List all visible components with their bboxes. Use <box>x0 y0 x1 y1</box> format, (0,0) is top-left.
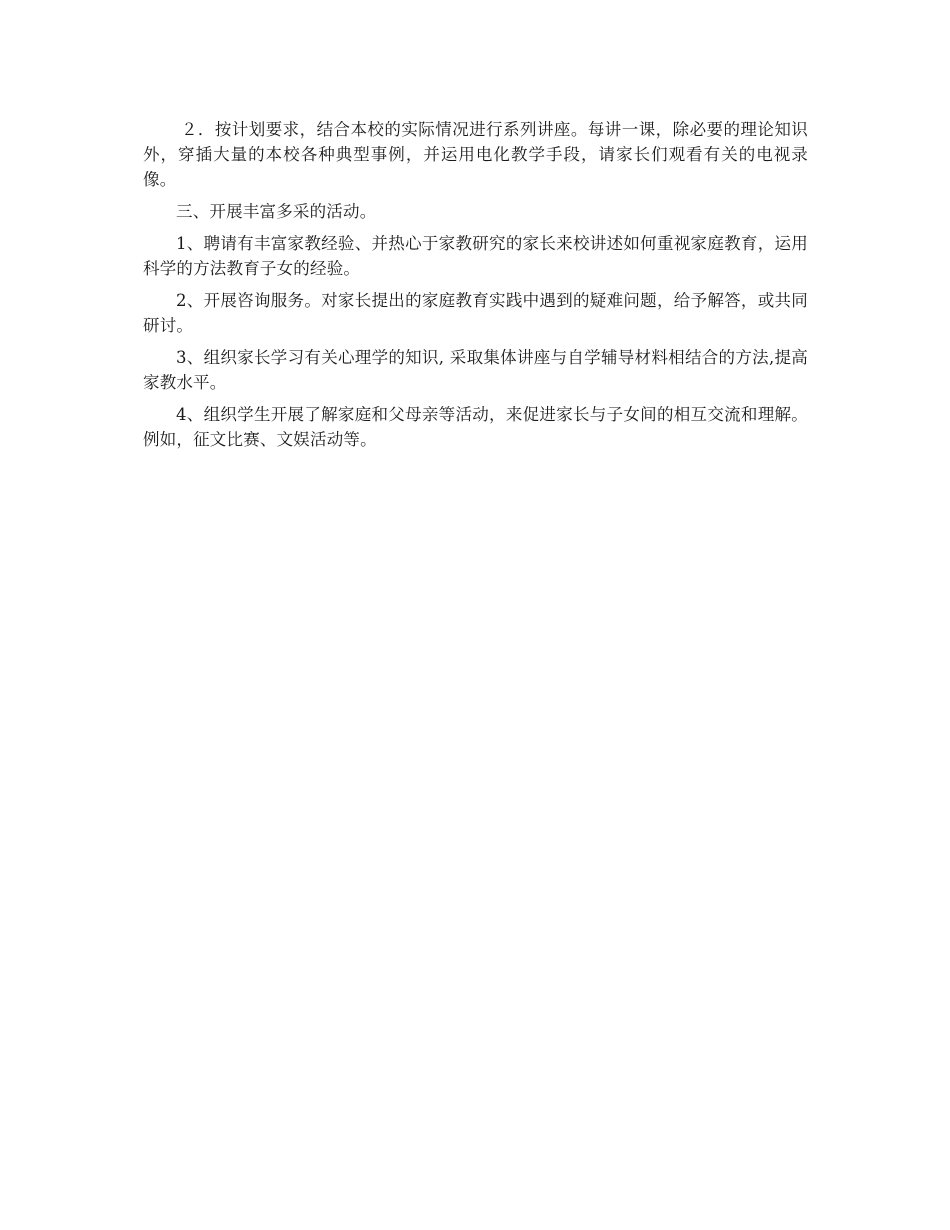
document-body <box>143 117 808 452</box>
paragraph-consulting-service: 2、开展咨询服务。对家长提出的家庭教育实践中遇到的疑难问题，给予解答，或共同研讨。 <box>143 291 808 335</box>
paragraph-invite-parents: 1、聘请有丰富家教经验、并热心于家教研究的家长来校讲述如何重视家庭教育，运用科学的方法教育子女的经验。 <box>143 234 808 278</box>
paragraph-student-activities: 4、组织学生开展了解家庭和父母亲等活动，来促进家长与子女间的相互交流和理解。例如，征文比赛、文娱活动等。 <box>143 405 808 449</box>
paragraph-psychology-study: 3、组织家长学习有关心理学的知识, 采取集体讲座与自学辅导材料相结合的方法,提高家教水平。 <box>143 348 808 392</box>
section-heading-activities: 三、开展丰富多采的活动。 <box>176 202 377 221</box>
paragraph-lecture-series: ２．按计划要求，结合本校的实际情况进行系列讲座。每讲一课，除必要的理论知识外，穿插大量的本校各种典型事例，并运用电化教学手段，请家长们观看有关的电视录像。 <box>143 120 808 189</box>
